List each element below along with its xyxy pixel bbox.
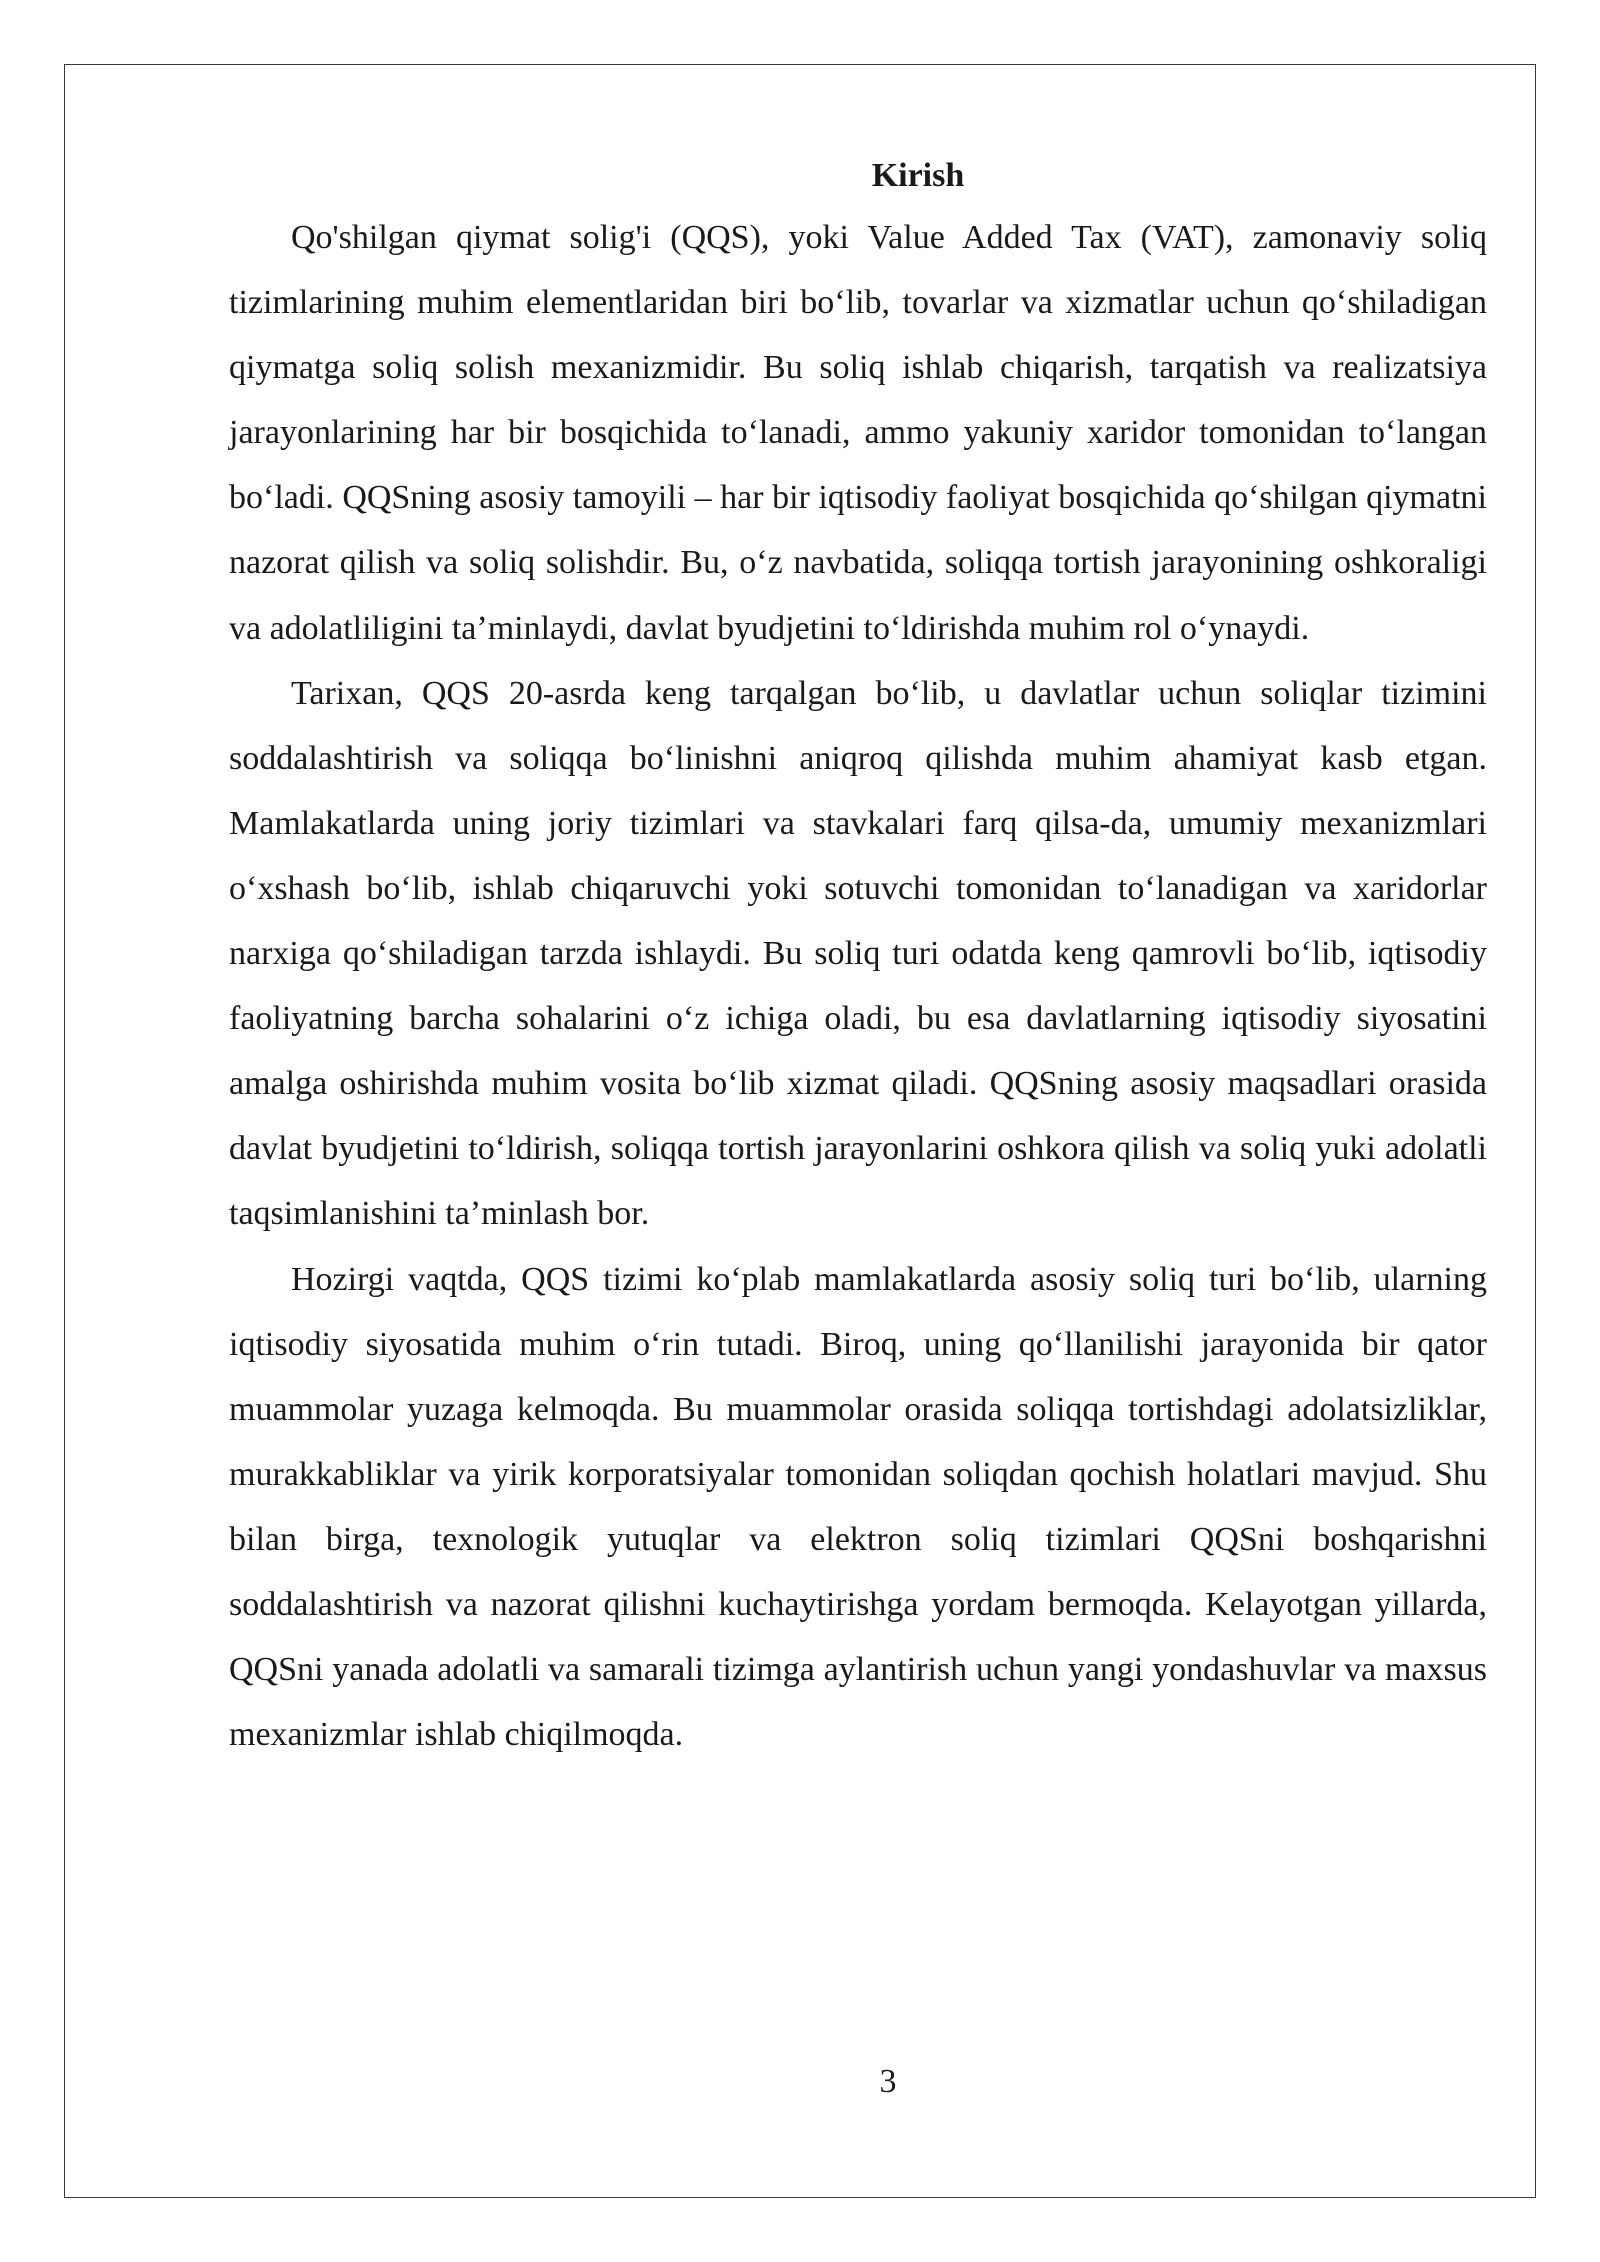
page-number: 3 — [879, 2063, 897, 2100]
paragraph-3: Hozirgi vaqtda, QQS tizimi koʻplab mamlakatlarda asosiy soliq turi boʻlib, ularning iqtisodiy siyosatida muhim oʻrin tutadi. Biroq, uning qoʻllanilishi jarayonida bir qator muammolar yuzaga kelmoqda. Bu muammolar orasida soliqqa tortishdagi adolatsizliklar, murakkabliklar va yirik korporatsiyalar tomonidan soliqdan qochish holatlari mavjud. Shu bilan birga, texnologik yutuqlar va elektron soliq tizimlari QQSni boshqarishni soddalashtirish va nazorat qilishni kuchaytirishga yordam bermoqda. Kelayotgan yillarda, QQSni yanada adolatli va samarali tizimga aylantirish uchun yangi yondashuvlar va maxsus mexanizmlar ishlab chiqilmoqda. — [229, 1260, 1487, 1754]
paragraph-1: Qo'shilgan qiymat solig'i (QQS), yoki Value Added Tax (VAT), zamonaviy soliq tizimlarining muhim elementlaridan biri boʻlib, tovarlar va xizmatlar uchun qoʻshiladigan qiymatga soliq solish mexanizmidir. Bu soliq ishlab chiqarish, tarqatish va realizatsiya jarayonlarining har bir bosqichida toʻlanadi, ammo yakuniy xaridor tomonidan toʻlangan boʻladi. QQSning asosiy tamoyili – har bir iqtisodiy faoliyat bosqichida qoʻshilgan qiymatni nazorat qilish va soliq solishdir. Bu, oʻz navbatida, soliqqa tortish jarayonining oshkoraligi va adolatliligini taʼminlaydi, davlat byudjetini toʻldirishda muhim rol oʻynaydi. — [229, 219, 1487, 647]
paragraph-2: Tarixan, QQS 20-asrda keng tarqalgan boʻlib, u davlatlar uchun soliqlar tizimini soddalashtirish va soliqqa boʻlinishni aniqroq qilishda muhim ahamiyat kasb etgan. Mamlakatlarda uning joriy tizimlari va stavkalari farq qilsa-da, umumiy mexanizmlari oʻxshash boʻlib, ishlab chiqaruvchi yoki sotuvchi tomonidan toʻlanadigan va xaridorlar narxiga qoʻshiladigan tarzda ishlaydi. Bu soliq turi odatda keng qamrovli boʻlib, iqtisodiy faoliyatning barcha sohalarini oʻz ichiga oladi, bu esa davlatlarning iqtisodiy siyosatini amalga oshirishda muhim vosita boʻlib xizmat qiladi. QQSning asosiy maqsadlari orasida davlat byudjetini toʻldirish, soliqqa tortish jarayonlarini oshkora qilish va soliq yuki adolatli taqsimlanishini taʼminlash bor. — [229, 674, 1487, 1233]
document-body — [229, 147, 1487, 1767]
section-heading: Kirish — [871, 157, 965, 194]
